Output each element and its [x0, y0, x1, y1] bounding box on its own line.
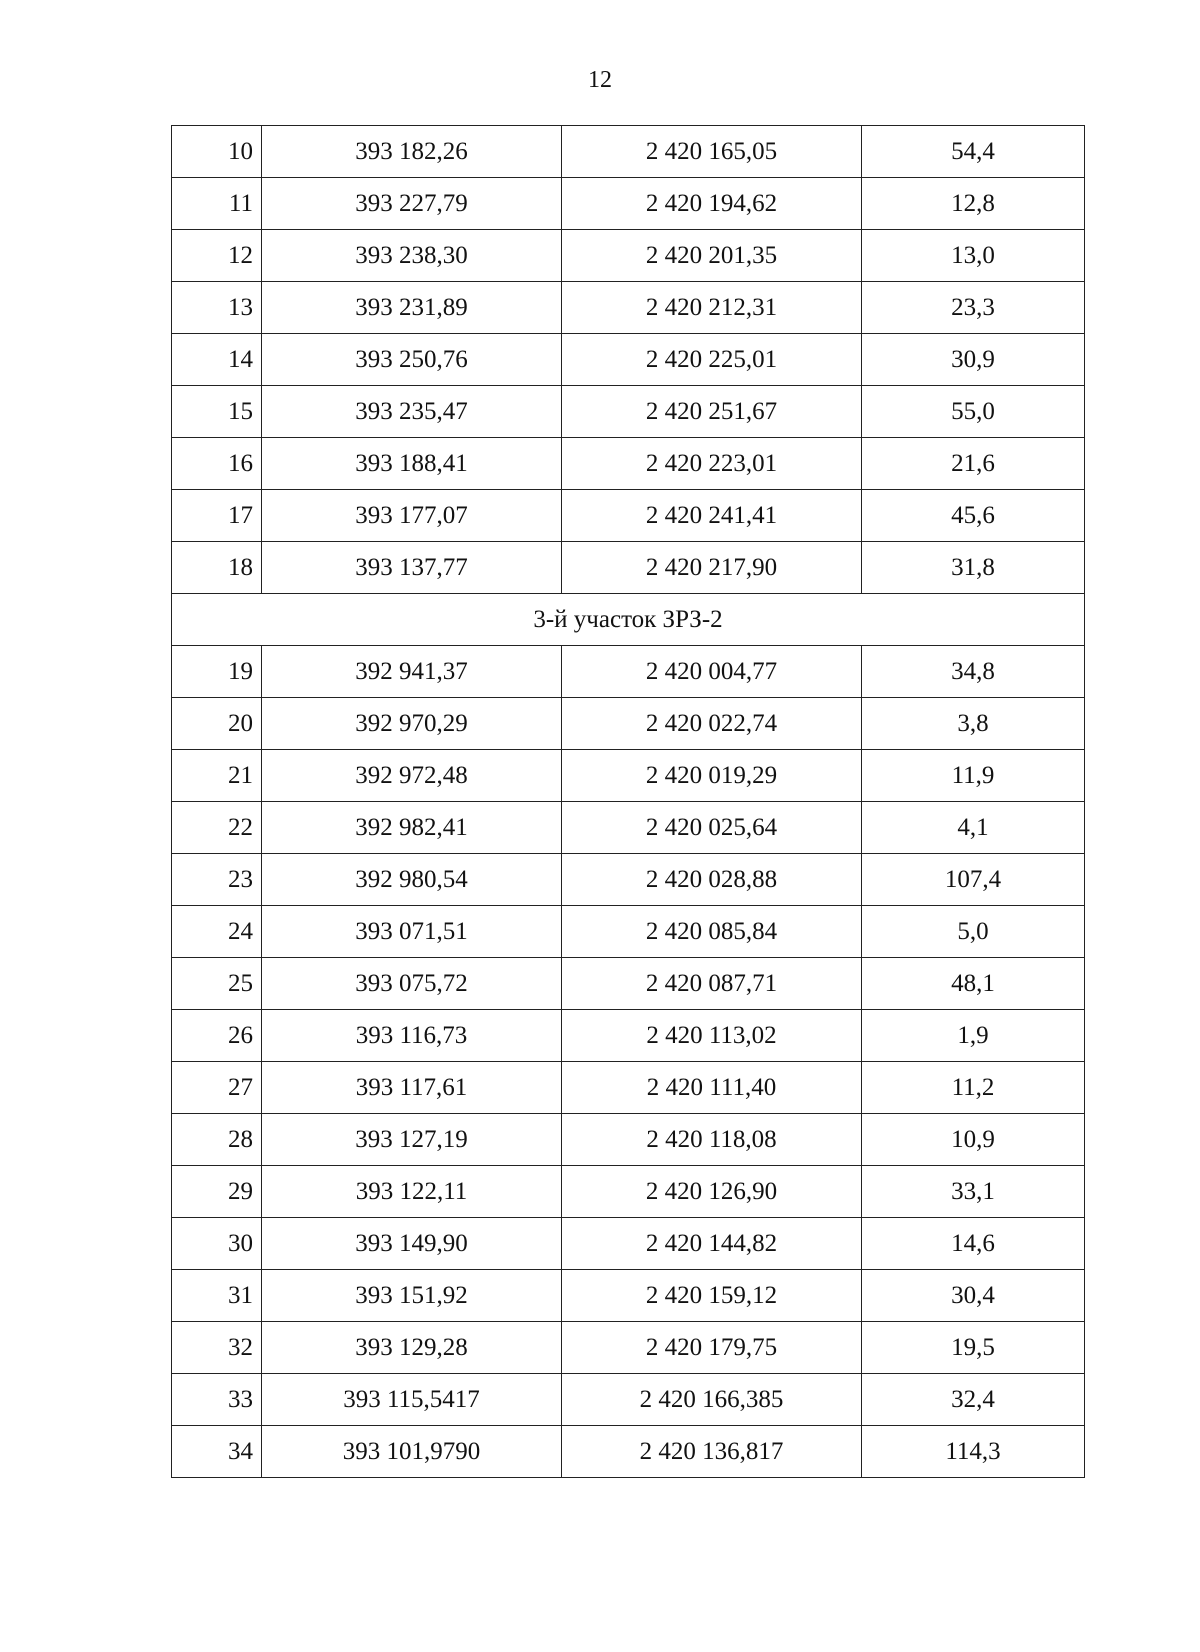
point-number-cell: 30 [172, 1218, 262, 1270]
x-coordinate-cell: 393 182,26 [262, 126, 562, 178]
table-row [172, 958, 1085, 1010]
x-coordinate-cell: 393 129,28 [262, 1322, 562, 1374]
table-row [172, 178, 1085, 230]
point-number-cell: 23 [172, 854, 262, 906]
table-row [172, 230, 1085, 282]
point-number-cell: 15 [172, 386, 262, 438]
point-number-cell: 28 [172, 1114, 262, 1166]
table-row [172, 802, 1085, 854]
distance-cell: 5,0 [862, 906, 1085, 958]
distance-cell: 34,8 [862, 646, 1085, 698]
section-header-row [172, 594, 1085, 646]
x-coordinate-cell: 393 101,9790 [262, 1426, 562, 1478]
distance-cell: 11,9 [862, 750, 1085, 802]
table-row [172, 1010, 1085, 1062]
x-coordinate-cell: 392 970,29 [262, 698, 562, 750]
x-coordinate-cell: 393 149,90 [262, 1218, 562, 1270]
y-coordinate-cell: 2 420 136,817 [562, 1426, 862, 1478]
x-coordinate-cell: 393 151,92 [262, 1270, 562, 1322]
table-row [172, 490, 1085, 542]
y-coordinate-cell: 2 420 212,31 [562, 282, 862, 334]
y-coordinate-cell: 2 420 241,41 [562, 490, 862, 542]
distance-cell: 21,6 [862, 438, 1085, 490]
y-coordinate-cell: 2 420 118,08 [562, 1114, 862, 1166]
distance-cell: 107,4 [862, 854, 1085, 906]
table-row [172, 386, 1085, 438]
y-coordinate-cell: 2 420 028,88 [562, 854, 862, 906]
point-number-cell: 26 [172, 1010, 262, 1062]
y-coordinate-cell: 2 420 251,67 [562, 386, 862, 438]
distance-cell: 45,6 [862, 490, 1085, 542]
y-coordinate-cell: 2 420 126,90 [562, 1166, 862, 1218]
y-coordinate-cell: 2 420 004,77 [562, 646, 862, 698]
y-coordinate-cell: 2 420 166,385 [562, 1374, 862, 1426]
table-row [172, 646, 1085, 698]
x-coordinate-cell: 393 116,73 [262, 1010, 562, 1062]
coordinates-table-body [172, 126, 1085, 1478]
distance-cell: 14,6 [862, 1218, 1085, 1270]
x-coordinate-cell: 393 137,77 [262, 542, 562, 594]
distance-cell: 33,1 [862, 1166, 1085, 1218]
distance-cell: 114,3 [862, 1426, 1085, 1478]
point-number-cell: 12 [172, 230, 262, 282]
x-coordinate-cell: 393 235,47 [262, 386, 562, 438]
y-coordinate-cell: 2 420 022,74 [562, 698, 862, 750]
table-row [172, 334, 1085, 386]
x-coordinate-cell: 392 980,54 [262, 854, 562, 906]
distance-cell: 30,9 [862, 334, 1085, 386]
x-coordinate-cell: 393 115,5417 [262, 1374, 562, 1426]
table-row [172, 854, 1085, 906]
table-row [172, 126, 1085, 178]
point-number-cell: 31 [172, 1270, 262, 1322]
point-number-cell: 18 [172, 542, 262, 594]
distance-cell: 1,9 [862, 1010, 1085, 1062]
x-coordinate-cell: 393 075,72 [262, 958, 562, 1010]
section-title: 3-й участок ЗРЗ-2 [172, 594, 1085, 646]
distance-cell: 30,4 [862, 1270, 1085, 1322]
table-row [172, 282, 1085, 334]
distance-cell: 3,8 [862, 698, 1085, 750]
distance-cell: 23,3 [862, 282, 1085, 334]
y-coordinate-cell: 2 420 144,82 [562, 1218, 862, 1270]
point-number-cell: 32 [172, 1322, 262, 1374]
y-coordinate-cell: 2 420 159,12 [562, 1270, 862, 1322]
distance-cell: 55,0 [862, 386, 1085, 438]
table-row [172, 1322, 1085, 1374]
distance-cell: 13,0 [862, 230, 1085, 282]
point-number-cell: 11 [172, 178, 262, 230]
table-row [172, 1062, 1085, 1114]
distance-cell: 54,4 [862, 126, 1085, 178]
distance-cell: 10,9 [862, 1114, 1085, 1166]
page-number: 12 [588, 67, 612, 93]
point-number-cell: 17 [172, 490, 262, 542]
table-row [172, 906, 1085, 958]
y-coordinate-cell: 2 420 113,02 [562, 1010, 862, 1062]
table-row [172, 1114, 1085, 1166]
x-coordinate-cell: 393 122,11 [262, 1166, 562, 1218]
table-row [172, 438, 1085, 490]
distance-cell: 32,4 [862, 1374, 1085, 1426]
y-coordinate-cell: 2 420 225,01 [562, 334, 862, 386]
y-coordinate-cell: 2 420 201,35 [562, 230, 862, 282]
point-number-cell: 19 [172, 646, 262, 698]
table-row [172, 698, 1085, 750]
y-coordinate-cell: 2 420 179,75 [562, 1322, 862, 1374]
y-coordinate-cell: 2 420 019,29 [562, 750, 862, 802]
point-number-cell: 22 [172, 802, 262, 854]
y-coordinate-cell: 2 420 025,64 [562, 802, 862, 854]
x-coordinate-cell: 393 227,79 [262, 178, 562, 230]
distance-cell: 12,8 [862, 178, 1085, 230]
distance-cell: 11,2 [862, 1062, 1085, 1114]
point-number-cell: 16 [172, 438, 262, 490]
table-row [172, 1374, 1085, 1426]
table-row [172, 1218, 1085, 1270]
table-row [172, 1426, 1085, 1478]
x-coordinate-cell: 393 071,51 [262, 906, 562, 958]
distance-cell: 48,1 [862, 958, 1085, 1010]
distance-cell: 19,5 [862, 1322, 1085, 1374]
point-number-cell: 20 [172, 698, 262, 750]
y-coordinate-cell: 2 420 217,90 [562, 542, 862, 594]
y-coordinate-cell: 2 420 087,71 [562, 958, 862, 1010]
point-number-cell: 21 [172, 750, 262, 802]
x-coordinate-cell: 393 188,41 [262, 438, 562, 490]
x-coordinate-cell: 392 941,37 [262, 646, 562, 698]
point-number-cell: 34 [172, 1426, 262, 1478]
y-coordinate-cell: 2 420 111,40 [562, 1062, 862, 1114]
table-row [172, 1166, 1085, 1218]
x-coordinate-cell: 393 177,07 [262, 490, 562, 542]
y-coordinate-cell: 2 420 085,84 [562, 906, 862, 958]
point-number-cell: 27 [172, 1062, 262, 1114]
table-row [172, 542, 1085, 594]
table-row [172, 750, 1085, 802]
table-row [172, 1270, 1085, 1322]
point-number-cell: 33 [172, 1374, 262, 1426]
point-number-cell: 10 [172, 126, 262, 178]
point-number-cell: 14 [172, 334, 262, 386]
y-coordinate-cell: 2 420 223,01 [562, 438, 862, 490]
x-coordinate-cell: 393 117,61 [262, 1062, 562, 1114]
coordinates-table [171, 125, 1085, 1478]
y-coordinate-cell: 2 420 194,62 [562, 178, 862, 230]
x-coordinate-cell: 393 238,30 [262, 230, 562, 282]
point-number-cell: 13 [172, 282, 262, 334]
point-number-cell: 24 [172, 906, 262, 958]
distance-cell: 4,1 [862, 802, 1085, 854]
x-coordinate-cell: 393 127,19 [262, 1114, 562, 1166]
point-number-cell: 25 [172, 958, 262, 1010]
x-coordinate-cell: 392 982,41 [262, 802, 562, 854]
point-number-cell: 29 [172, 1166, 262, 1218]
x-coordinate-cell: 392 972,48 [262, 750, 562, 802]
x-coordinate-cell: 393 231,89 [262, 282, 562, 334]
y-coordinate-cell: 2 420 165,05 [562, 126, 862, 178]
distance-cell: 31,8 [862, 542, 1085, 594]
x-coordinate-cell: 393 250,76 [262, 334, 562, 386]
